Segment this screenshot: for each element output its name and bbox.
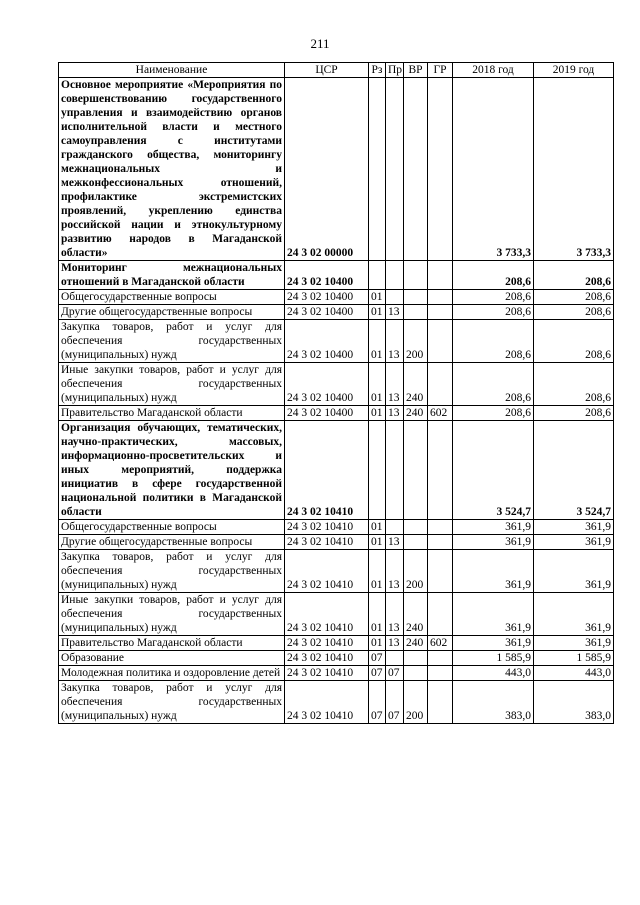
cell-2018: 443,0 <box>453 666 534 681</box>
cell-rz <box>369 421 386 520</box>
cell-vr <box>404 520 428 535</box>
cell-2019: 208,6 <box>534 290 614 305</box>
header-rz: Рз <box>369 63 386 78</box>
cell-name: Закупка товаров, работ и услуг для обеспечения государственных (муниципальных) нужд <box>59 320 285 363</box>
cell-gr <box>428 290 453 305</box>
cell-2019: 383,0 <box>534 681 614 724</box>
cell-gr <box>428 651 453 666</box>
cell-csr: 24 3 02 10400 <box>285 363 369 406</box>
cell-vr <box>404 666 428 681</box>
cell-gr <box>428 78 453 261</box>
cell-name: Образование <box>59 651 285 666</box>
cell-rz <box>369 261 386 290</box>
cell-rz: 07 <box>369 666 386 681</box>
cell-rz <box>369 78 386 261</box>
cell-pr: 13 <box>386 305 404 320</box>
cell-vr <box>404 651 428 666</box>
cell-vr: 240 <box>404 593 428 636</box>
cell-pr: 07 <box>386 666 404 681</box>
cell-name: Другие общегосударственные вопросы <box>59 535 285 550</box>
cell-pr <box>386 421 404 520</box>
cell-name: Молодежная политика и оздоровление детей <box>59 666 285 681</box>
header-gr: ГР <box>428 63 453 78</box>
cell-vr: 240 <box>404 363 428 406</box>
cell-gr <box>428 520 453 535</box>
table-row <box>59 305 614 320</box>
cell-vr <box>404 305 428 320</box>
cell-rz: 01 <box>369 636 386 651</box>
cell-2019: 208,6 <box>534 363 614 406</box>
table-row <box>59 593 614 636</box>
cell-2019: 3 733,3 <box>534 78 614 261</box>
cell-2018: 208,6 <box>453 261 534 290</box>
cell-2019: 208,6 <box>534 305 614 320</box>
cell-rz: 01 <box>369 520 386 535</box>
header-2018: 2018 год <box>453 63 534 78</box>
cell-pr: 13 <box>386 550 404 593</box>
cell-2018: 1 585,9 <box>453 651 534 666</box>
cell-csr: 24 3 02 10400 <box>285 406 369 421</box>
cell-rz: 01 <box>369 320 386 363</box>
table-header-row <box>59 63 614 78</box>
cell-gr <box>428 550 453 593</box>
cell-vr: 200 <box>404 320 428 363</box>
cell-name: Закупка товаров, работ и услуг для обеспечения государственных (муниципальных) нужд <box>59 550 285 593</box>
table-row <box>59 78 614 261</box>
cell-2018: 208,6 <box>453 406 534 421</box>
cell-pr: 13 <box>386 363 404 406</box>
table-row <box>59 290 614 305</box>
table-row <box>59 421 614 520</box>
cell-rz: 07 <box>369 651 386 666</box>
cell-vr <box>404 290 428 305</box>
table-row <box>59 651 614 666</box>
cell-2018: 383,0 <box>453 681 534 724</box>
cell-pr: 13 <box>386 636 404 651</box>
cell-gr <box>428 320 453 363</box>
cell-pr: 13 <box>386 593 404 636</box>
cell-2019: 1 585,9 <box>534 651 614 666</box>
table-row <box>59 406 614 421</box>
cell-pr: 07 <box>386 681 404 724</box>
cell-csr: 24 3 02 10400 <box>285 305 369 320</box>
cell-2018: 361,9 <box>453 593 534 636</box>
cell-2019: 208,6 <box>534 261 614 290</box>
table-row <box>59 681 614 724</box>
cell-2019: 3 524,7 <box>534 421 614 520</box>
cell-2018: 3 733,3 <box>453 78 534 261</box>
cell-csr: 24 3 02 10400 <box>285 320 369 363</box>
table-row <box>59 666 614 681</box>
budget-table <box>58 62 614 724</box>
cell-2018: 208,6 <box>453 363 534 406</box>
cell-vr: 240 <box>404 636 428 651</box>
cell-rz: 07 <box>369 681 386 724</box>
cell-vr <box>404 261 428 290</box>
cell-gr <box>428 666 453 681</box>
cell-gr: 602 <box>428 636 453 651</box>
cell-2019: 361,9 <box>534 636 614 651</box>
cell-2018: 208,6 <box>453 290 534 305</box>
header-2019: 2019 год <box>534 63 614 78</box>
cell-pr: 13 <box>386 406 404 421</box>
cell-csr: 24 3 02 10410 <box>285 520 369 535</box>
cell-csr: 24 3 02 10410 <box>285 593 369 636</box>
table-row <box>59 363 614 406</box>
table-row <box>59 261 614 290</box>
cell-name: Иные закупки товаров, работ и услуг для обеспечения государственных (муниципальных) нужд <box>59 363 285 406</box>
table-row <box>59 520 614 535</box>
cell-rz: 01 <box>369 290 386 305</box>
cell-csr: 24 3 02 00000 <box>285 78 369 261</box>
cell-name: Общегосударственные вопросы <box>59 520 285 535</box>
cell-gr <box>428 535 453 550</box>
cell-rz: 01 <box>369 363 386 406</box>
cell-2019: 443,0 <box>534 666 614 681</box>
page-number: 211 <box>310 36 330 51</box>
table-row <box>59 550 614 593</box>
cell-2018: 208,6 <box>453 320 534 363</box>
cell-name: Иные закупки товаров, работ и услуг для обеспечения государственных (муниципальных) нужд <box>59 593 285 636</box>
cell-name: Закупка товаров, работ и услуг для обеспечения государственных (муниципальных) нужд <box>59 681 285 724</box>
cell-rz: 01 <box>369 550 386 593</box>
cell-2019: 361,9 <box>534 550 614 593</box>
cell-vr: 200 <box>404 681 428 724</box>
cell-2019: 361,9 <box>534 593 614 636</box>
cell-vr <box>404 421 428 520</box>
cell-gr: 602 <box>428 406 453 421</box>
cell-csr: 24 3 02 10410 <box>285 681 369 724</box>
cell-vr: 240 <box>404 406 428 421</box>
cell-gr <box>428 421 453 520</box>
cell-name: Организация обучающих, тематических, научно-практических, массовых, информационно-просветительских и иных мероприятий, поддержка инициатив в сфере государственной национальной политики в Магаданской области <box>59 421 285 520</box>
cell-name: Правительство Магаданской области <box>59 406 285 421</box>
cell-gr <box>428 363 453 406</box>
cell-pr: 13 <box>386 535 404 550</box>
cell-2018: 361,9 <box>453 636 534 651</box>
table-row <box>59 636 614 651</box>
cell-pr: 13 <box>386 320 404 363</box>
cell-csr: 24 3 02 10410 <box>285 651 369 666</box>
cell-name: Основное мероприятие «Мероприятия по совершенствованию государственного управления и взаимодействию органов исполнительной власти и местного самоуправления с институтами гражданского общества, мониторингу межнациональных и межконфессиональных отношений, профилактике экстремистских проявлений, укреплению единства российской нации и этнокультурному развитию народов в Магаданской области» <box>59 78 285 261</box>
cell-pr <box>386 261 404 290</box>
cell-2018: 3 524,7 <box>453 421 534 520</box>
cell-2018: 361,9 <box>453 520 534 535</box>
cell-name: Общегосударственные вопросы <box>59 290 285 305</box>
cell-rz: 01 <box>369 406 386 421</box>
cell-name: Мониторинг межнациональных отношений в Магаданской области <box>59 261 285 290</box>
cell-vr <box>404 535 428 550</box>
table-row <box>59 320 614 363</box>
cell-2018: 361,9 <box>453 535 534 550</box>
cell-gr <box>428 305 453 320</box>
cell-pr <box>386 78 404 261</box>
cell-gr <box>428 261 453 290</box>
header-vr: ВР <box>404 63 428 78</box>
header-csr: ЦСР <box>285 63 369 78</box>
table-row <box>59 535 614 550</box>
cell-gr <box>428 681 453 724</box>
header-name: Наименование <box>59 63 285 78</box>
table-body <box>59 78 614 724</box>
cell-2019: 208,6 <box>534 406 614 421</box>
cell-csr: 24 3 02 10400 <box>285 261 369 290</box>
cell-rz: 01 <box>369 593 386 636</box>
cell-csr: 24 3 02 10410 <box>285 550 369 593</box>
header-pr: Пр <box>386 63 404 78</box>
cell-2018: 361,9 <box>453 550 534 593</box>
cell-rz: 01 <box>369 305 386 320</box>
cell-csr: 24 3 02 10410 <box>285 421 369 520</box>
cell-csr: 24 3 02 10410 <box>285 636 369 651</box>
cell-pr <box>386 520 404 535</box>
cell-rz: 01 <box>369 535 386 550</box>
cell-2019: 361,9 <box>534 520 614 535</box>
cell-csr: 24 3 02 10410 <box>285 666 369 681</box>
cell-2019: 361,9 <box>534 535 614 550</box>
cell-name: Правительство Магаданской области <box>59 636 285 651</box>
cell-csr: 24 3 02 10400 <box>285 290 369 305</box>
cell-2019: 208,6 <box>534 320 614 363</box>
cell-gr <box>428 593 453 636</box>
cell-vr <box>404 78 428 261</box>
cell-pr <box>386 290 404 305</box>
cell-vr: 200 <box>404 550 428 593</box>
cell-2018: 208,6 <box>453 305 534 320</box>
cell-name: Другие общегосударственные вопросы <box>59 305 285 320</box>
cell-csr: 24 3 02 10410 <box>285 535 369 550</box>
cell-pr <box>386 651 404 666</box>
